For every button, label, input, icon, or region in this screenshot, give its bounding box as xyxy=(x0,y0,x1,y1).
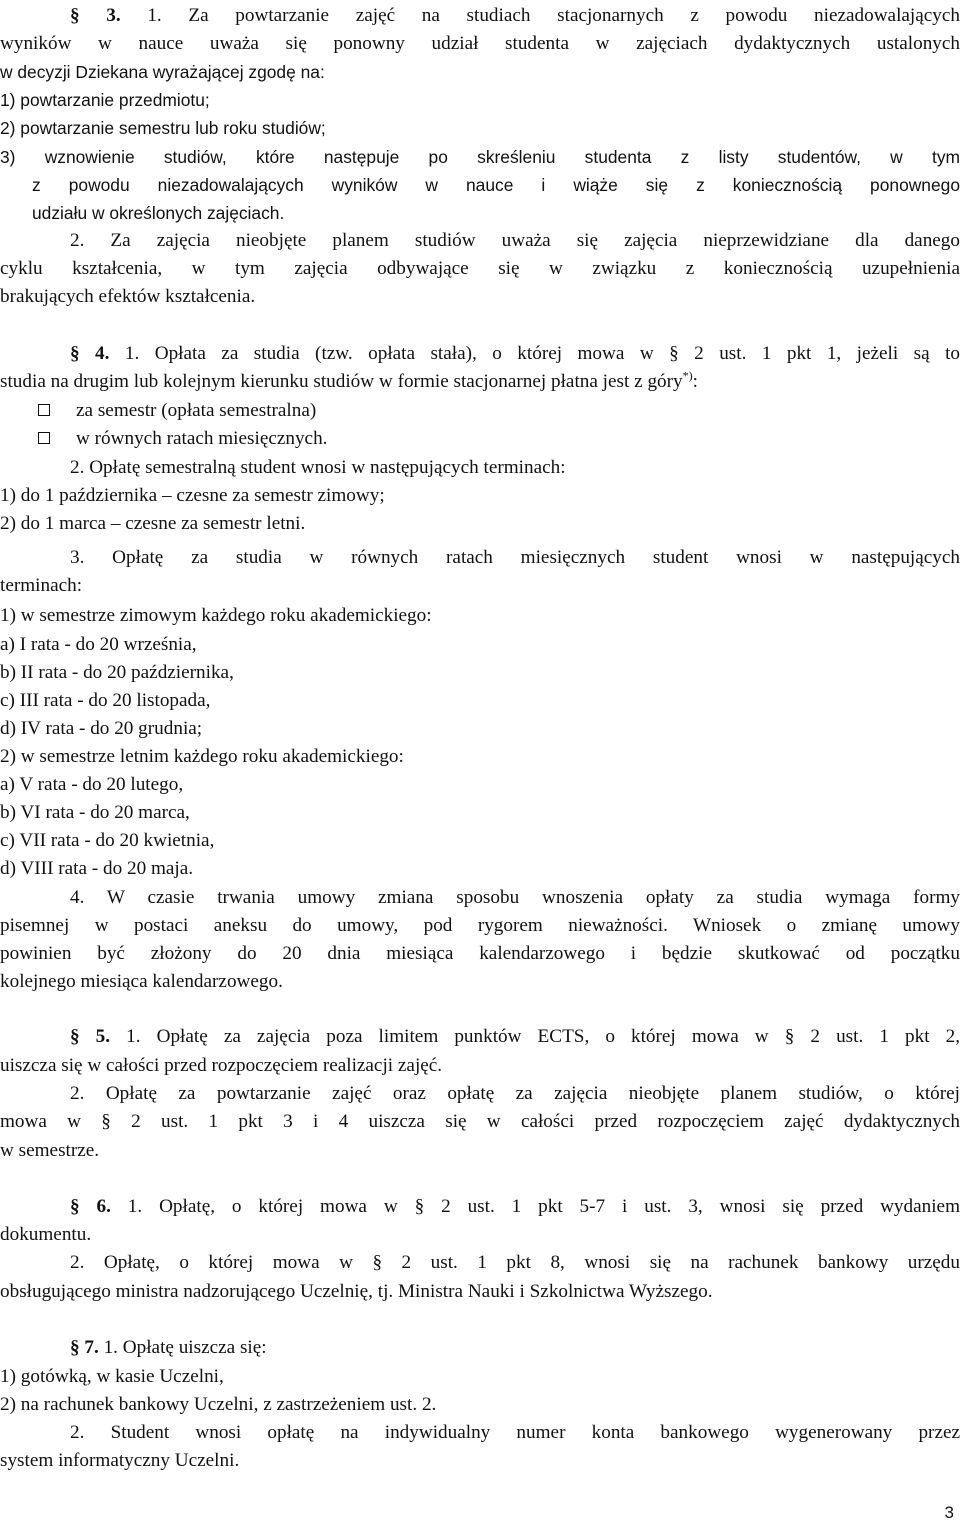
text-span: a) V rata - do 20 lutego, xyxy=(0,774,184,795)
text-line xyxy=(0,1391,960,1419)
text-span: uiszcza się w całości przed rozpoczęciem realizacji zajęć. xyxy=(0,1055,443,1076)
text-span: c) III rata - do 20 listopada, xyxy=(0,690,211,711)
text-span: 4. W czasie trwania umowy zmiana sposobu wnoszenia opłaty za studia wymaga formy xyxy=(70,887,960,908)
text-line xyxy=(0,510,960,538)
text-line xyxy=(0,940,960,968)
text-line xyxy=(0,58,960,86)
text-span: 1. Opłatę za zajęcia poza limitem punktów ECTS, o której mowa w § 2 ust. 1 pkt 2, xyxy=(110,1026,960,1047)
text-line xyxy=(70,884,960,912)
text-span: dokumentu. xyxy=(0,1224,92,1245)
text-line xyxy=(70,1023,960,1051)
text-span: 1) gotówką, w kasie Uczelni, xyxy=(0,1366,224,1387)
text-span: a) I rata - do 20 września, xyxy=(0,634,197,655)
page-number: 3 xyxy=(944,1503,954,1522)
text-span: b) II rata - do 20 października, xyxy=(0,662,234,683)
text-line xyxy=(70,454,960,482)
text-line xyxy=(0,1108,960,1136)
text-line xyxy=(0,1221,960,1249)
text-span: 1) powtarzanie przedmiotu; xyxy=(0,90,210,110)
text-span: 1. Opłatę, o której mowa w § 2 ust. 1 pkt 5-7 i ust. 3, wnosi się przed wydaniem xyxy=(110,1196,960,1217)
text-span: 2) do 1 marca – czesne za semestr letni. xyxy=(0,513,306,534)
text-span: 2. Student wnosi opłatę na indywidualny numer konta bankowego wygenerowany przez xyxy=(70,1422,960,1443)
text-line xyxy=(70,544,960,572)
text-span: 3) wznowienie studiów, które następuje po skreśleniu studenta z listy studentów, w tym xyxy=(0,147,960,167)
text-line xyxy=(70,1249,960,1277)
text-line xyxy=(0,827,960,855)
text-line xyxy=(38,397,960,425)
text-span: kolejnego miesiąca kalendarzowego. xyxy=(0,971,283,992)
text-line xyxy=(0,1278,960,1306)
text-line xyxy=(0,30,960,58)
text-span: w równych ratach miesięcznych. xyxy=(76,428,328,449)
text-line xyxy=(0,283,960,311)
text-span: z powodu niezadowalających wyników w nauce i wiąże się z koniecznością ponownego xyxy=(32,175,960,195)
text-span: *) xyxy=(682,368,693,383)
text-line xyxy=(0,602,960,630)
text-span: c) VII rata - do 20 kwietnia, xyxy=(0,830,215,851)
text-span: d) VIII rata - do 20 maja. xyxy=(0,858,194,879)
text-line xyxy=(0,715,960,743)
text-span: 2) na rachunek bankowy Uczelni, z zastrzeżeniem ust. 2. xyxy=(0,1394,437,1415)
text-line xyxy=(0,799,960,827)
text-line xyxy=(70,340,960,368)
text-span: 3. Opłatę za studia w równych ratach miesięcznych student wnosi w następujących xyxy=(70,547,960,568)
text-span: udziału w określonych zajęciach. xyxy=(32,203,285,223)
text-span: 2) w semestrze letnim każdego roku akademickiego: xyxy=(0,746,404,767)
text-span: 2) powtarzanie semestru lub roku studiów; xyxy=(0,118,326,138)
text-span: terminach: xyxy=(0,575,83,596)
text-line xyxy=(0,1052,960,1080)
text-span: 1) w semestrze zimowym każdego roku akademickiego: xyxy=(0,605,432,626)
text-span: mowa w § 2 ust. 1 pkt 3 i 4 uiszcza się w całości przed rozpoczęciem zajęć dydaktycznych xyxy=(0,1111,960,1132)
text-line xyxy=(70,1080,960,1108)
text-span: 1. Za powtarzanie zajęć na studiach stacjonarnych z powodu niezadowalających xyxy=(120,5,960,26)
text-span: obsługującego ministra nadzorującego Uczelnię, tj. Ministra Nauki i Szkolnictwa Wyższego. xyxy=(0,1281,713,1302)
text-span: 1. Opłatę uiszcza się: xyxy=(98,1337,267,1358)
text-span: za semestr (opłata semestralna) xyxy=(76,400,317,421)
text-span: 2. Opłatę, o której mowa w § 2 ust. 1 pkt 8, wnosi się na rachunek bankowy urzędu xyxy=(70,1252,960,1273)
text-line xyxy=(0,114,960,142)
text-line xyxy=(0,86,960,114)
text-span: 1. Opłata za studia (tzw. opłata stała), o której mowa w § 2 ust. 1 pkt 1, jeżeli są to xyxy=(109,343,960,364)
text-line xyxy=(70,1419,960,1447)
text-span: wyników w nauce uważa się ponowny udział studenta w zajęciach dydaktycznych ustalonych xyxy=(0,33,960,54)
text-line xyxy=(0,1137,960,1165)
text-span: studia na drugim lub kolejnym kierunku studiów w formie stacjonarnej płatna jest z góry xyxy=(0,371,683,392)
text-line xyxy=(0,687,960,715)
text-line xyxy=(0,912,960,940)
text-span: : xyxy=(692,371,698,392)
text-span: pisemnej w postaci aneksu do umowy, pod rygorem nieważności. Wniosek o zmianę umowy xyxy=(0,915,960,936)
text-span: 2. Opłatę semestralną student wnosi w następujących terminach: xyxy=(70,457,566,478)
text-line xyxy=(32,199,960,227)
text-line xyxy=(0,572,960,600)
text-span: cyklu kształcenia, w tym zajęcia odbywające się w związku z koniecznością uzupełnienia xyxy=(0,258,960,279)
checkbox-bullet-icon xyxy=(38,404,50,416)
text-line xyxy=(0,659,960,687)
text-span: b) VI rata - do 20 marca, xyxy=(0,802,190,823)
text-span: system informatyczny Uczelni. xyxy=(0,1450,240,1471)
text-line xyxy=(0,482,960,510)
section-number: § 5. xyxy=(70,1026,111,1047)
text-line xyxy=(38,425,960,453)
text-span: brakujących efektów kształcenia. xyxy=(0,286,256,307)
section-number: § 6. xyxy=(70,1196,111,1217)
text-line xyxy=(0,1363,960,1391)
text-line xyxy=(0,771,960,799)
text-line xyxy=(0,255,960,283)
text-line xyxy=(0,1447,960,1475)
text-line xyxy=(0,143,960,171)
text-line xyxy=(0,368,960,396)
text-line xyxy=(32,171,960,199)
text-span: d) IV rata - do 20 grudnia; xyxy=(0,718,203,739)
text-line xyxy=(70,227,960,255)
text-span: w decyzji Dziekana wyrażającej zgodę na: xyxy=(0,62,325,82)
text-span: w semestrze. xyxy=(0,1140,100,1161)
text-line xyxy=(0,631,960,659)
text-line xyxy=(0,743,960,771)
text-span: 2. Opłatę za powtarzanie zajęć oraz opłatę za zajęcia nieobjęte planem studiów, o której xyxy=(70,1083,960,1104)
text-line xyxy=(0,968,960,996)
section-number: § 7. xyxy=(70,1337,99,1358)
text-line xyxy=(0,855,960,883)
text-span: 2. Za zajęcia nieobjęte planem studiów uważa się zajęcia nieprzewidziane dla danego xyxy=(70,230,960,251)
section-number: § 3. xyxy=(70,5,121,26)
text-span: powinien być złożony do 20 dnia miesiąca kalendarzowego i będzie skutkować od początku xyxy=(0,943,960,964)
text-line xyxy=(70,2,960,30)
text-line xyxy=(70,1334,960,1362)
text-span: 1) do 1 października – czesne za semestr zimowy; xyxy=(0,485,385,506)
section-number: § 4. xyxy=(70,343,110,364)
checkbox-bullet-icon xyxy=(38,432,50,444)
text-line xyxy=(70,1193,960,1221)
